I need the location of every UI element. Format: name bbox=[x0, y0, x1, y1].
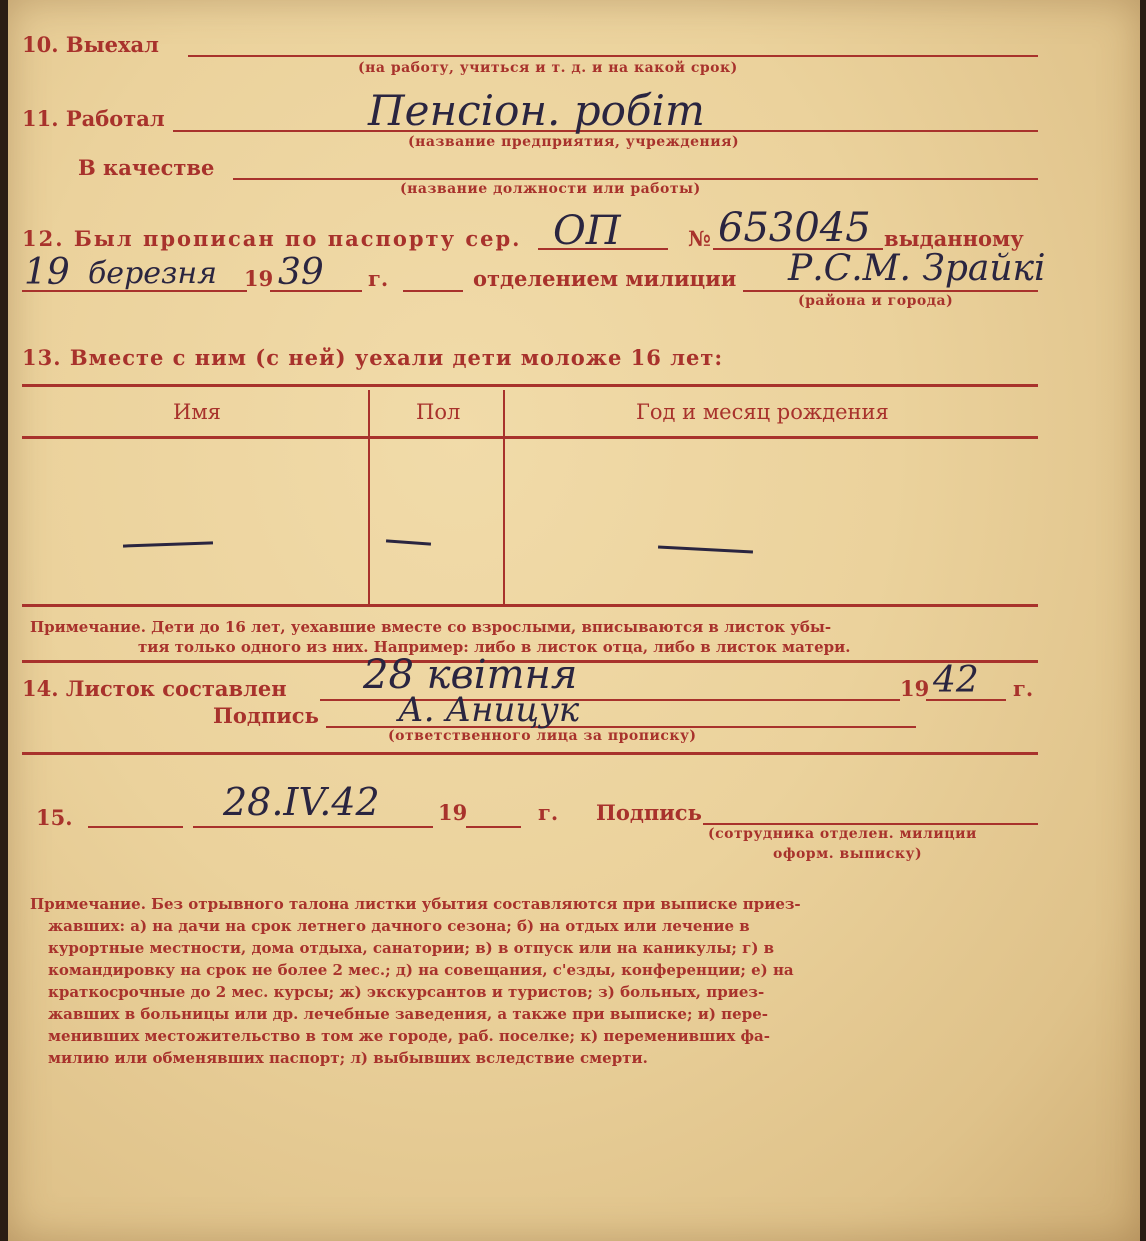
section15-caption2: оформ. выписку) bbox=[773, 846, 923, 862]
section11-handwritten: Пенсіон. робіт bbox=[368, 86, 705, 135]
section15-year-line bbox=[466, 826, 521, 828]
section15-year-unit: г. bbox=[538, 800, 559, 825]
footnote-line-3: курортные местности, дома отдыха, санатории; в) в отпуск или на каникулы; г) в bbox=[48, 939, 775, 957]
section15-date: 28.IV.42 bbox=[223, 780, 380, 824]
section12-date-month: березня bbox=[88, 256, 218, 291]
section14-rule bbox=[22, 752, 1038, 755]
section12-series: ОП bbox=[553, 208, 621, 254]
section12-gap-line bbox=[403, 290, 463, 292]
section14-year-prefix: 19 bbox=[900, 676, 930, 701]
footnote-line-6: жавших в больницы или др. лечебные заведения, а также при выписке; и) пере- bbox=[48, 1005, 768, 1023]
section13-note-line1: Примечание. Дети до 16 лет, уехавшие вместе со взрослыми, вписываются в листок убы- bbox=[30, 618, 832, 636]
section11-caption: (название предприятия, учреждения) bbox=[408, 134, 740, 150]
col-birth: Год и месяц рождения bbox=[636, 400, 889, 424]
section12-year-suffix: 39 bbox=[278, 252, 324, 293]
section12-label: 12. Был прописан по паспорту сер. bbox=[22, 226, 522, 251]
section10-caption: (на работу, учиться и т. д. и на какой срок) bbox=[358, 60, 738, 76]
section12-issued-label: выданному bbox=[884, 226, 1024, 251]
table-bottom-rule bbox=[22, 604, 1038, 607]
footnote-line-5: краткосрочные до 2 мес. курсы; ж) экскурсантов и туристов; з) больных, приез- bbox=[48, 983, 765, 1001]
section11-position-label: В качестве bbox=[78, 155, 215, 180]
section10-line bbox=[188, 55, 1038, 57]
section14-signature-caption: (ответственного лица за прописку) bbox=[388, 728, 697, 744]
footnote-line-1: Примечание. Без отрывного талона листки убытия составляются при выписке приез- bbox=[30, 895, 801, 913]
section13-note-line2: тия только одного из них. Например: либо в листок отца, либо в листок матери. bbox=[138, 638, 851, 656]
section15-day-line bbox=[88, 826, 183, 828]
section10-label: 10. Выехал bbox=[22, 32, 159, 57]
section14-signature: А. Аницук bbox=[398, 690, 580, 730]
section11-label: 11. Работал bbox=[22, 106, 165, 131]
footnote-line-8: милию или обменявших паспорт; л) выбывших вследствие смерти. bbox=[48, 1049, 648, 1067]
perforation-edge bbox=[0, 0, 8, 1241]
table-top-rule bbox=[22, 384, 1038, 387]
dash-name bbox=[123, 541, 213, 547]
table-divider-2 bbox=[503, 390, 505, 604]
section14-label: 14. Листок составлен bbox=[22, 676, 287, 701]
section12-number: 653045 bbox=[718, 205, 871, 251]
section12-office-line bbox=[743, 290, 1038, 292]
section14-year-unit: г. bbox=[1013, 676, 1034, 701]
section12-office-label: отделением милиции bbox=[473, 266, 737, 291]
section15-month-line bbox=[193, 826, 433, 828]
section14-signature-label: Подпись bbox=[213, 703, 319, 728]
section11-position-line bbox=[233, 178, 1038, 180]
section11-position-caption: (название должности или работы) bbox=[400, 181, 701, 197]
footnote-line-7: менивших местожительство в том же городе, раб. поселке; к) переменивших фа- bbox=[48, 1027, 770, 1045]
dash-birth bbox=[658, 546, 753, 554]
section12-office: Р.С.М. Зрайкі bbox=[788, 248, 1046, 289]
section15-year-prefix: 19 bbox=[438, 800, 468, 825]
section12-year-prefix: 19 bbox=[244, 266, 274, 291]
section15-signature-line bbox=[703, 823, 1038, 825]
section12-date-day: 19 bbox=[24, 252, 70, 293]
section15-label: 15. bbox=[36, 805, 73, 830]
section12-office-caption: (района и города) bbox=[798, 293, 954, 309]
form-sheet bbox=[8, 0, 1140, 1241]
table-divider-1 bbox=[368, 390, 370, 604]
section14-year: 42 bbox=[933, 660, 979, 701]
footnote-line-2: жавших: а) на дачи на срок летнего дачного сезона; б) на отдых или лечение в bbox=[48, 917, 750, 935]
table-header-rule bbox=[22, 436, 1038, 439]
section12-year-unit: г. bbox=[368, 266, 389, 291]
footnote-line-4: командировку на срок не более 2 мес.; д) на совещания, с'езды, конференции; е) на bbox=[48, 961, 794, 979]
col-sex: Пол bbox=[416, 400, 461, 424]
section13-label: 13. Вместе с ним (с ней) уехали дети моложе 16 лет: bbox=[22, 345, 724, 370]
section14-date: 28 квітня bbox=[363, 652, 578, 698]
col-name: Имя bbox=[173, 400, 221, 424]
dash-sex bbox=[386, 539, 431, 545]
section15-signature-label: Подпись bbox=[596, 800, 702, 825]
section15-caption1: (сотрудника отделен. милиции bbox=[708, 826, 977, 842]
section12-number-label: № bbox=[688, 226, 711, 251]
